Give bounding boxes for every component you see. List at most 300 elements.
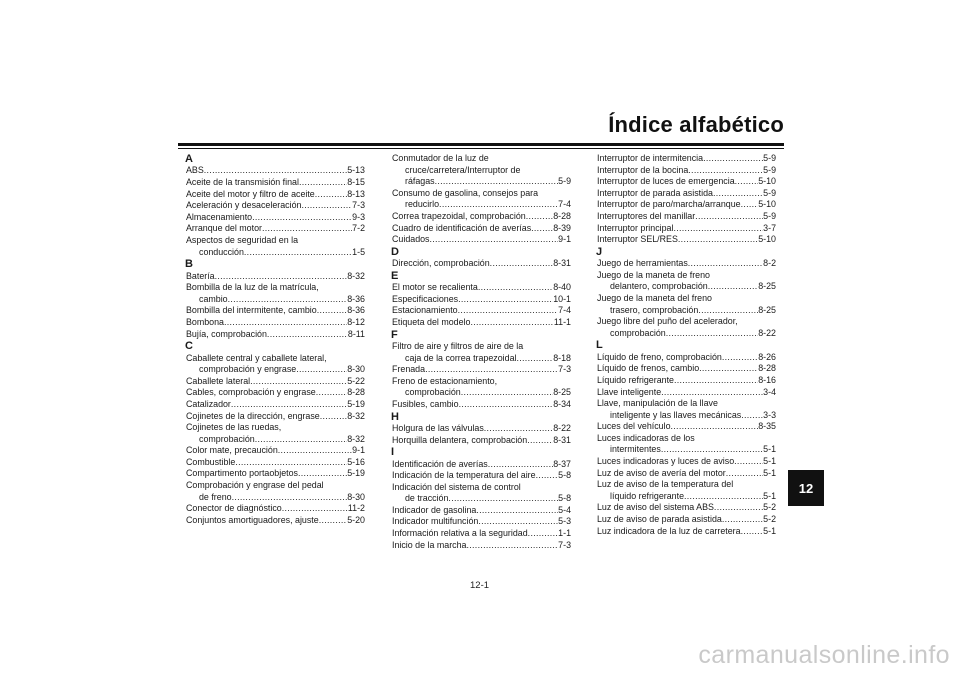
- dot-leader: [439, 199, 558, 211]
- dot-leader: [478, 516, 558, 528]
- index-letter-heading: H: [391, 410, 399, 423]
- index-entry-line: [597, 199, 776, 211]
- index-entry-line: [392, 341, 571, 353]
- index-entry-label: Correa trapezoidal, comprobación: [392, 210, 526, 221]
- index-entry: [391, 294, 571, 306]
- index-entry-label: Batería: [186, 270, 215, 281]
- dot-leader: [661, 387, 763, 399]
- index-entry-page: 8-25: [553, 387, 571, 398]
- index-entry-label: Conjuntos amortiguadores, ajuste: [186, 514, 319, 525]
- index-entry-line: [186, 457, 365, 469]
- index-entry-label: Cuadro de identificación de averías: [392, 222, 532, 233]
- index-entry-line: [392, 234, 571, 246]
- index-entry-label: Llave inteligente: [597, 386, 662, 397]
- index-entry-label: Bombona: [186, 316, 224, 327]
- index-entry: [596, 258, 776, 270]
- index-entry: [596, 363, 776, 375]
- index-entry-page: 8-36: [347, 305, 365, 316]
- dot-leader: [231, 399, 347, 411]
- index-entry: [185, 329, 365, 341]
- index-entry-line: [597, 433, 776, 445]
- index-entry: [391, 435, 571, 447]
- index-entry: [185, 353, 365, 376]
- index-entry-label: Interruptor de la bocina: [597, 164, 689, 175]
- index-entry: [596, 270, 776, 293]
- index-entry-line: [392, 387, 571, 399]
- index-entry-label: Combustible: [186, 456, 236, 467]
- page-number: 12-1: [470, 580, 490, 591]
- index-entry: [391, 423, 571, 435]
- index-entry-page: 5-9: [763, 210, 776, 221]
- index-entry-label: Cuidados: [392, 234, 430, 245]
- index-entry-label: Almacenamiento: [186, 211, 253, 222]
- index-entry-label: Indicación del sistema de control: [392, 481, 521, 492]
- index-entry-label: Color mate, precaución: [186, 445, 278, 456]
- index-entry-label: Interruptor de luces de emergencia: [597, 176, 735, 187]
- index-entry-label: Interruptor de intermitencia: [597, 153, 704, 163]
- index-entry-page: 9-3: [352, 211, 365, 222]
- dot-leader: [531, 223, 553, 235]
- dot-leader: [741, 410, 763, 422]
- index-column-3: [596, 153, 776, 537]
- index-entry: [391, 540, 571, 552]
- index-entry-line: [186, 364, 365, 376]
- index-entry-line: [597, 502, 776, 514]
- index-entry-line: [392, 165, 571, 177]
- dot-leader: [459, 399, 554, 411]
- index-entry-label: Arranque del motor: [186, 223, 262, 234]
- dot-leader: [282, 503, 348, 515]
- index-entry-label: de freno: [199, 491, 232, 502]
- dot-leader: [278, 445, 352, 457]
- index-entry-label: líquido refrigerante: [610, 490, 685, 501]
- index-entry: [185, 235, 365, 258]
- index-entry-label: delantero, comprobación: [610, 281, 708, 292]
- index-entry-line: [597, 188, 776, 200]
- index-entry-page: 5-13: [347, 165, 365, 176]
- dot-leader: [699, 363, 758, 375]
- index-entry-page: 1-1: [558, 528, 571, 539]
- index-entry-label: Bombilla del intermitente, cambio: [186, 305, 317, 316]
- index-entry-page: 5-1: [763, 525, 776, 536]
- index-entry-page: 5-1: [763, 456, 776, 467]
- index-entry-page: 10-1: [553, 293, 571, 304]
- index-letter-heading: J: [596, 245, 603, 258]
- dot-leader: [695, 211, 763, 223]
- index-entry: [185, 480, 365, 503]
- index-entry-line: [392, 211, 571, 223]
- index-entry-line: [186, 445, 365, 457]
- index-entry-line: [597, 444, 776, 456]
- index-entry-label: Llave, manipulación de la llave: [597, 398, 718, 409]
- index-entry: [596, 502, 776, 514]
- index-entry-page: 8-25: [758, 304, 776, 315]
- index-entry-label: trasero, comprobación: [610, 304, 699, 315]
- index-entry: [391, 364, 571, 376]
- dot-leader: [484, 423, 553, 435]
- index-entry-label: Aceite de la transmisión final: [186, 177, 299, 187]
- index-entry-line: [597, 456, 776, 468]
- index-entry: [596, 153, 776, 165]
- index-entry-page: 3-4: [763, 386, 776, 397]
- index-entry-line: [597, 270, 776, 282]
- index-entry-page: 8-30: [347, 364, 365, 375]
- dot-leader: [448, 493, 558, 505]
- index-entry: [391, 234, 571, 246]
- index-entry-line: [392, 199, 571, 211]
- index-entry: [185, 468, 365, 480]
- index-entry-page: 5-16: [347, 456, 365, 467]
- dot-leader: [703, 153, 763, 165]
- index-entry-line: [186, 422, 365, 434]
- index-entry: [596, 293, 776, 316]
- index-entry-label: Juego de la maneta del freno: [597, 292, 712, 303]
- dot-leader: [688, 165, 763, 177]
- index-entry-line: [186, 376, 365, 388]
- index-entry-line: [186, 317, 365, 329]
- dot-leader: [722, 352, 758, 364]
- index-entry-line: [186, 468, 365, 480]
- index-entry-page: 7-3: [352, 200, 365, 211]
- index-entry: [391, 153, 571, 188]
- index-entry-label: Cables, comprobación y engrase: [186, 387, 316, 398]
- dot-leader: [527, 435, 553, 447]
- chapter-tab-label: 12: [798, 480, 814, 496]
- index-entry-line: [392, 223, 571, 235]
- index-entry-label: Luz de aviso del sistema ABS: [597, 502, 714, 513]
- index-entry-page: 5-19: [347, 468, 365, 479]
- index-entry-page: 5-8: [558, 493, 571, 504]
- dot-leader: [741, 526, 764, 538]
- index-entry-label: Freno de estacionamiento,: [392, 375, 498, 386]
- index-entry: [596, 398, 776, 421]
- dot-leader: [526, 211, 554, 223]
- index-entry-label: cruce/carretera/Interruptor de: [405, 164, 521, 175]
- index-entry-line: [186, 329, 365, 341]
- index-entry: [391, 188, 571, 211]
- index-entry-label: comprobación: [405, 387, 461, 398]
- index-entry-page: 8-11: [347, 328, 365, 339]
- index-entry-page: 8-26: [758, 351, 776, 362]
- index-entry: [185, 223, 365, 235]
- index-entry-label: Aceite del motor y filtro de aceite: [186, 188, 315, 199]
- index-entry-page: 8-32: [347, 410, 365, 421]
- dot-leader: [317, 305, 348, 317]
- index-entry: [391, 399, 571, 411]
- index-entry: [185, 200, 365, 212]
- index-entry-label: Inicio de la marcha: [392, 539, 467, 550]
- index-entry: [596, 234, 776, 246]
- index-entry-label: Frenada: [392, 364, 426, 375]
- index-entry-page: 8-22: [553, 422, 571, 433]
- index-letter-heading: B: [185, 258, 193, 271]
- index-entry-line: [392, 470, 571, 482]
- index-entry-label: Juego de herramientas: [597, 258, 688, 269]
- index-entry-line: [392, 516, 571, 528]
- index-entry-line: [186, 294, 365, 306]
- dot-leader: [252, 212, 352, 224]
- index-entry-line: [597, 363, 776, 375]
- index-entry-label: Comprobación y engrase del pedal: [186, 480, 324, 491]
- dot-leader: [301, 200, 352, 212]
- index-entry-line: [597, 479, 776, 491]
- index-entry-page: 8-28: [553, 210, 571, 221]
- index-entry-label: Interruptor principal: [597, 222, 674, 233]
- dot-leader: [298, 468, 347, 480]
- dot-leader: [244, 247, 352, 259]
- index-entry-label: Indicador de gasolina: [392, 504, 477, 515]
- index-entry-page: 5-8: [558, 470, 571, 481]
- index-entry-page: 5-22: [347, 375, 365, 386]
- index-entry-line: [597, 234, 776, 246]
- index-entry-line: [186, 189, 365, 201]
- index-entry-page: 1-5: [352, 246, 365, 257]
- index-entry: [185, 177, 365, 189]
- index-entry-line: [186, 271, 365, 283]
- index-entry-page: 5-4: [558, 504, 571, 515]
- index-entry-line: [392, 540, 571, 552]
- index-entry-label: ráfagas: [405, 176, 435, 187]
- index-entry-label: Conector de diagnóstico: [186, 503, 282, 514]
- index-entry-line: [392, 459, 571, 471]
- index-entry-page: 5-10: [758, 176, 776, 187]
- dot-leader: [490, 258, 554, 270]
- index-entry-page: 8-18: [553, 352, 571, 363]
- index-entry-label: ABS: [186, 165, 204, 176]
- index-entry: [596, 188, 776, 200]
- index-entry-label: Información relativa a la seguridad: [392, 528, 528, 539]
- index-column-2: [391, 153, 571, 551]
- index-entry-line: [597, 352, 776, 364]
- index-entry-label: Luces indicadoras de los: [597, 432, 695, 443]
- index-entry-line: [186, 480, 365, 492]
- index-entry-label: Identificación de averías: [392, 458, 488, 469]
- index-entry-page: 8-13: [347, 188, 365, 199]
- index-entry: [185, 305, 365, 317]
- dot-leader: [232, 492, 348, 504]
- dot-leader: [722, 514, 763, 526]
- index-entry: [596, 479, 776, 502]
- index-entry-label: Interruptores del manillar: [597, 210, 696, 221]
- index-entry-line: [392, 188, 571, 200]
- index-entry: [596, 514, 776, 526]
- index-entry-label: Líquido de freno, comprobación: [597, 351, 722, 362]
- index-entry-label: Luz de aviso de avería del motor: [597, 467, 726, 478]
- index-entry-label: conducción: [199, 246, 244, 257]
- dot-leader: [467, 540, 559, 552]
- index-entry-line: [186, 235, 365, 247]
- index-entry: [596, 526, 776, 538]
- index-entry-line: [186, 503, 365, 515]
- dot-leader: [476, 505, 558, 517]
- index-entry-page: 8-22: [758, 327, 776, 338]
- index-entry-line: [186, 247, 365, 259]
- index-entry-line: [392, 153, 571, 165]
- index-entry-label: El motor se recalienta: [392, 282, 478, 293]
- index-entry-page: 8-31: [553, 434, 571, 445]
- index-entry-label: Juego libre del puño del acelerador,: [597, 316, 738, 327]
- index-entry-label: Juego de la maneta de freno: [597, 269, 710, 280]
- index-entry-label: Líquido de frenos, cambio: [597, 363, 700, 374]
- header-rule-thick: [178, 143, 784, 146]
- index-entry: [596, 316, 776, 339]
- index-entry: [391, 470, 571, 482]
- index-letter-heading: A: [185, 153, 193, 165]
- index-entry: [185, 376, 365, 388]
- dot-leader: [215, 271, 348, 283]
- dot-leader: [536, 470, 559, 482]
- index-entry: [185, 422, 365, 445]
- dot-leader: [255, 434, 347, 446]
- index-entry-label: Etiqueta del modelo: [392, 316, 471, 327]
- index-entry-line: [186, 387, 365, 399]
- index-entry: [185, 515, 365, 527]
- dot-leader: [678, 234, 758, 246]
- index-entry-label: Cojinetes de las ruedas,: [186, 422, 282, 433]
- index-letter-heading: F: [391, 328, 398, 341]
- dot-leader: [435, 176, 559, 188]
- index-entry-page: 8-25: [758, 281, 776, 292]
- index-entry-page: 8-35: [758, 421, 776, 432]
- dot-leader: [430, 234, 559, 246]
- index-entry: [391, 211, 571, 223]
- index-entry-page: 8-2: [763, 258, 776, 269]
- dot-leader: [478, 282, 553, 294]
- index-entry-line: [597, 468, 776, 480]
- dot-leader: [741, 199, 759, 211]
- dot-leader: [425, 364, 558, 376]
- index-entry-page: 11-1: [553, 316, 571, 327]
- page-title: Índice alfabético: [608, 112, 784, 137]
- dot-leader: [458, 294, 553, 306]
- index-entry-label: intermitentes: [610, 444, 661, 455]
- index-entry: [185, 271, 365, 283]
- index-entry-line: [597, 165, 776, 177]
- index-entry-label: Aspectos de seguridad en la: [186, 234, 298, 245]
- index-entry: [185, 317, 365, 329]
- index-entry-line: [597, 375, 776, 387]
- index-entry-line: [186, 177, 365, 189]
- index-entry: [185, 503, 365, 515]
- index-entry-label: caja de la correa trapezoidal: [405, 352, 517, 363]
- index-entry-line: [186, 212, 365, 224]
- dot-leader: [316, 387, 347, 399]
- index-entry: [596, 421, 776, 433]
- index-entry-page: 7-2: [352, 223, 365, 234]
- dot-leader: [674, 375, 758, 387]
- index-entry-line: [597, 293, 776, 305]
- index-entry-line: [186, 165, 365, 177]
- index-entry-line: [186, 492, 365, 504]
- index-entry-line: [186, 223, 365, 235]
- dot-leader: [319, 515, 348, 527]
- watermark: carmanualsonline.info: [698, 641, 950, 669]
- index-entry-page: 3-3: [763, 409, 776, 420]
- index-letter-heading: C: [185, 340, 193, 353]
- dot-leader: [726, 468, 763, 480]
- index-entry-label: Bujía, comprobación: [186, 328, 267, 339]
- index-entry-label: Horquilla delantera, comprobación: [392, 434, 528, 445]
- index-entry-line: [597, 211, 776, 223]
- dot-leader: [458, 305, 559, 317]
- index-entry: [391, 341, 571, 364]
- index-entry-label: Interruptor SEL/RES: [597, 234, 678, 245]
- dot-leader: [488, 459, 554, 471]
- index-entry-page: 5-1: [763, 467, 776, 478]
- dot-leader: [262, 223, 352, 235]
- index-entry-line: [392, 376, 571, 388]
- index-entry: [391, 459, 571, 471]
- index-entry-line: [392, 353, 571, 365]
- index-letter-heading: D: [391, 245, 399, 258]
- dot-leader: [228, 294, 348, 306]
- dot-leader: [684, 491, 763, 503]
- index-entry-page: 8-34: [553, 398, 571, 409]
- index-entry-label: Caballete lateral: [186, 375, 251, 386]
- index-entry: [391, 376, 571, 399]
- index-entry: [596, 456, 776, 468]
- index-entry-label: Bombilla de la luz de la matrícula,: [186, 282, 319, 293]
- index-entry: [596, 433, 776, 456]
- index-entry-label: Cojinetes de la dirección, engrase: [186, 410, 320, 421]
- index-entry: [185, 457, 365, 469]
- index-entry-label: Interruptor de parada asistida: [597, 187, 713, 198]
- dot-leader: [224, 317, 347, 329]
- index-entry-page: 5-2: [763, 502, 776, 513]
- header-rule-thin: [178, 148, 784, 149]
- index-entry-page: 8-32: [347, 433, 365, 444]
- index-entry-line: [186, 305, 365, 317]
- index-entry: [391, 317, 571, 329]
- index-entry-page: 9-1: [352, 445, 365, 456]
- dot-leader: [470, 317, 553, 329]
- index-letter-heading: E: [391, 269, 399, 282]
- index-entry: [596, 199, 776, 211]
- dot-leader: [204, 165, 347, 177]
- index-entry: [391, 305, 571, 317]
- index-entry: [391, 505, 571, 517]
- index-entry-label: Líquido refrigerante: [597, 374, 674, 385]
- index-entry-label: Aceleración y desaceleración: [186, 200, 302, 211]
- index-entry-label: Holgura de las válvulas: [392, 422, 484, 433]
- dot-leader: [713, 188, 763, 200]
- index-entry-line: [392, 282, 571, 294]
- index-entry-line: [392, 435, 571, 447]
- index-entry-line: [392, 317, 571, 329]
- index-entry-line: [392, 528, 571, 540]
- index-entry-page: 5-9: [763, 187, 776, 198]
- index-entry-label: Especificaciones: [392, 293, 459, 304]
- index-entry: [185, 411, 365, 423]
- dot-leader: [688, 258, 763, 270]
- index-entry-line: [597, 281, 776, 293]
- index-entry-label: Fusibles, cambio: [392, 398, 459, 409]
- index-entry: [185, 189, 365, 201]
- index-entry-line: [597, 526, 776, 538]
- index-entry-label: Compartimento portaobjetos: [186, 468, 298, 479]
- chapter-tab: [788, 470, 824, 506]
- index-entry-line: [392, 258, 571, 270]
- index-entry-page: 8-36: [347, 293, 365, 304]
- index-entry-line: [597, 410, 776, 422]
- index-entry: [391, 528, 571, 540]
- index-entry-line: [597, 316, 776, 328]
- index-entry-page: 5-19: [347, 398, 365, 409]
- index-entry-page: 7-3: [558, 364, 571, 375]
- dot-leader: [315, 189, 347, 201]
- index-entry-label: Estacionamiento: [392, 305, 458, 316]
- dot-leader: [267, 329, 348, 341]
